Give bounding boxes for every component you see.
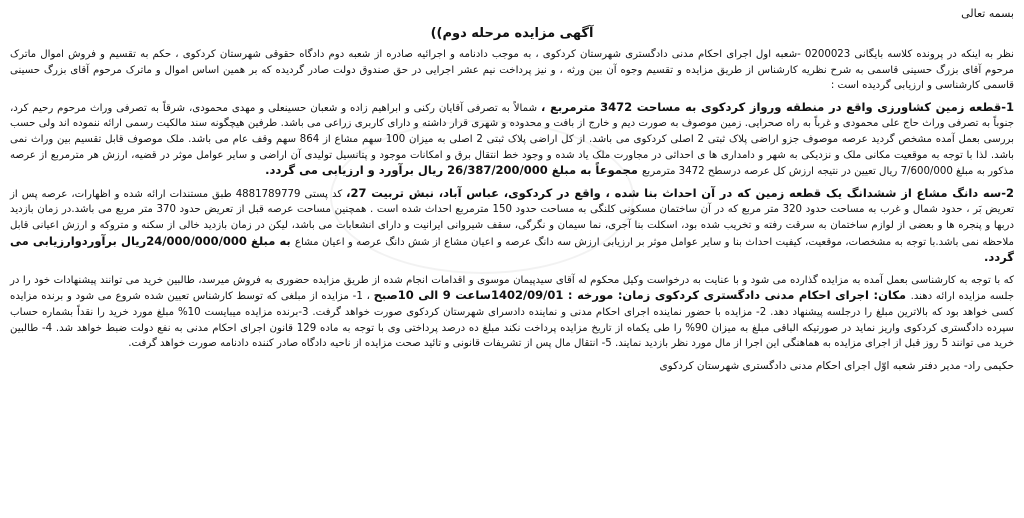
item-1-body: شمالاً به تصرفی آقایان رکنی و ابراهیم زاده و شعبان حسینعلی و مهدی محمودی، شرقاً به تصرفی وراث مرحوم رحیم کرد، جنوباً به تصرفی وراث حاج علی محمودی و غرباً به راه صحرایی. زمین موصوف به صورت دیم و خارج از بافت و محدوده و شهری قرار داشته و دارای کاربری زراعی می باشد. طرفین هیچگونه سند مالکیت رسمی ارائه ننموده اند ولی حسب بررسی بعمل آمده مشخص گردید عرصه موصوف جزو اراضی پلاک ثبتی 2 اصلی کردکوی می باشد. از کل اراضی پلاک ثبتی 2 اصلی به میزان 100 سهم مشاع از 864 سهم وقف عام می باشد. ملک موصوف قابل تقسیم بین وراث نمی باشد. لذا با توجه به موقعیت مکانی ملک و نزدیکی به شهر و دامداری ها ی احداثی در مجاورت ملک یاد شده و وجود خط انتقال برق و امکانات موجود و پتانسیل تولیدی آن اراضی و سایر عوامل موثر در قضیه، ارزش هر مترمربع از عرصه مذکور به مبلغ 7/600/000 ریال تعیین در نتیجه ارزش کل عرصه درسطح 3472 مترمربع bbox=[10, 102, 1014, 178]
item-1-paragraph bbox=[10, 100, 1014, 180]
item-2-body: کد پستی 4881789779 طبق مستندات ارائه شده و اظهارات، عرصه پس از تعریض بَر ، حدود شمال و غرب به مساحت حدود 320 متر مربع که در آن ساختمان مسکونی کلنگی به مساحت حدود 150 مترمربع احداث شده است . همچنین مساحت عرصه قبل از تعریض حدود 370 متر مربع می باشد.در زمان بازدید دربها و پنجره ها و بعضی از لوازم ساختمان به سرقت رفته و تخریب شده بود، اسکلت بنا آجری، نما سیمان و نگرگی، سقف شیروانی ایرانیت و دارای انشعابات می باشد، لیکن در زمان بازدید خالی از سکنه و متروکه و ارزش اعیانی قابل ملاحظه نمی باشد.با توجه به مشخصات، موقعیت، کیفیت احداث بنا و سایر عوامل موثر بر ارزیابی ارزش سه دانگ عرصه و اعیان مشاع از شش دانگ عرصه و اعیان مشاع bbox=[10, 188, 1014, 248]
signature-line: حکیمی راد- مدیر دفتر شعبه اوّل اجرای احکام مدنی دادگستری شهرستان کردکوی bbox=[659, 359, 1014, 372]
item-2-heading: 2-سه دانگ مشاع از ششدانگ یک قطعه زمین که در آن احداث بنا شده ، واقع در کردکوی، عباس آباد، نبش تربیت 27، bbox=[346, 185, 1014, 200]
basmala-heading: بسمه تعالی bbox=[961, 7, 1014, 20]
auction-place-time: مکان: اجرای احکام مدنی دادگستری کردکوی زمان: مورخه : 1402/09/01ساعت 9 الی 10صبح bbox=[373, 288, 911, 303]
intro-paragraph: نظر به اینکه در پرونده کلاسه بایگانی 0200023 -شعبه اول اجرای احکام مدنی دادگستری شهرستان کردکوی ، به موجب دادنامه و اجرائیه صادره از شعبه دوم دادگاه حقوقی شهرستان کردکوی ، حکم به تقسیم و فروش اموال ماترک مرحوم آقای بزرگ حسینی قاسمی به شرح نظریه کارشناس از طریق مزایده و تقسیم وجوه آن بین ورثه ، و نیز پرداخت نیم عشر اجرایی در حق صندوق دولت صادر گردیده که بر همین اساس اموال و ماترک مرحوم آقای بزرگ حسینی قاسمی کارشناسی و ارزیابی گردیده است : bbox=[10, 49, 1015, 92]
item-1-total: مجموعاً به مبلغ 26/387/200/000 ریال برآورد و ارزیابی می گردد. bbox=[265, 163, 642, 178]
item-2-total: به مبلغ 24/000/000/000ریال برآوردوارزیابی می گردد. bbox=[10, 233, 1014, 265]
closing-part-1: که با توجه به کارشناسی بعمل آمده به مزایده گذارده می شود و با عنایت به درخواست وکیل محکوم له آقای سیدپیمان موسوی و اقدامات انجام شده از طریق مزایده حضوری به فروش میرسد، طالبین خرید می توانند پیشنهادات خود را در جلسه مزایده ارائه دهند. bbox=[10, 274, 1015, 303]
item-2-paragraph bbox=[10, 186, 1014, 267]
closing-paragraph bbox=[10, 273, 1014, 352]
notice-title: آگهی مزایده مرحله دوم)) bbox=[430, 26, 594, 41]
item-1-heading: 1-قطعه زمین کشاورزی واقع در منطقه ورواز کردکوی به مساحت 3472 مترمربع ، bbox=[541, 99, 1015, 114]
closing-part-2: ، 1- مزایده از مبلغی که توسط کارشناس تعیین شده شروع می شود و برنده مزایده کسی خواهد بود که بالاترین مبلغ را درجلسه پیشنهاد دهد. 2- مزایده با حضور نماینده اجرای احکام مدنی و نماینده دادسرای شهرستان کردکوی صورت خواهد گرفت. 3-برنده مزایده میبایست 10% مبلغ مورد خرید را نقداً بشماره حساب سپرده دادگستری کردکوی واریز نماید در صورتیکه الباقی مبلغ به میزان 90% را طی یکماه از تاریخ مزایده پرداخت نکند مبلغ ده درصد پرداختی وی با توجه به ماده 129 قانون اجرای احکام مدنی به نفع دولت ضبط خواهد شد. 4- طالبین خرید می توانند 5 روز قبل از اجرای مزایده به هماهنگی این اجرا از مال مورد نظر بازدید نمایند. 5- انتقال مال پس از تشریفات قانونی و تائید صحت مزایده از ناحیه دادگاه صادر کننده دادنامه صورت خواهد گرفت. bbox=[10, 291, 1014, 350]
